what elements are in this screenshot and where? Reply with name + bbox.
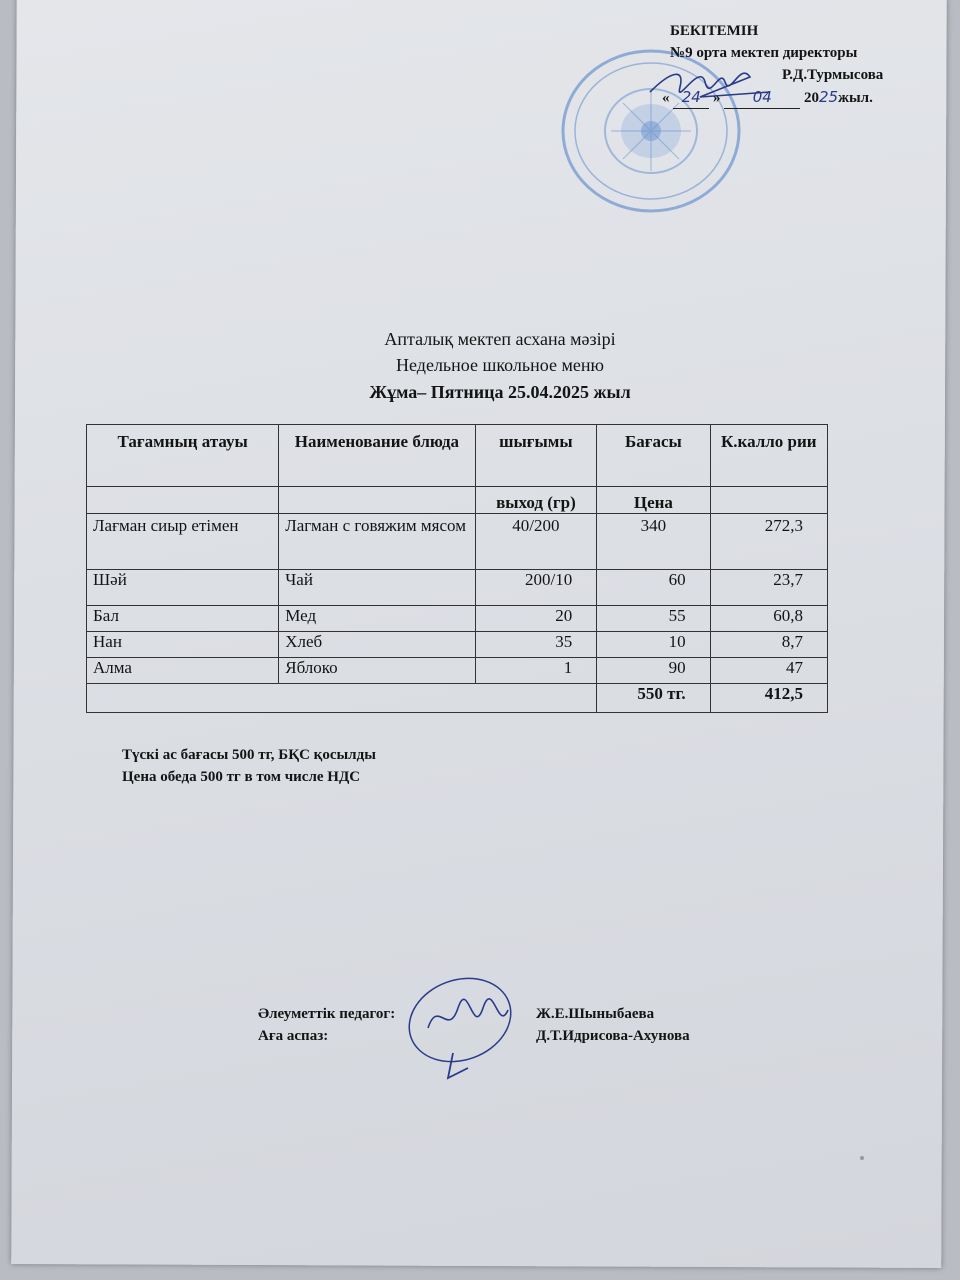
approval-position: №9 орта мектеп директоры [670, 45, 858, 61]
note-ru: Цена обеда 500 тг в том числе НДС [122, 769, 361, 785]
table-subheader-row [87, 487, 828, 514]
approval-month: 04 [724, 86, 800, 109]
footer-roles [258, 1003, 395, 1047]
header-name-ru: Наименование блюда [279, 425, 475, 487]
subheader-price: Цена [597, 487, 710, 514]
approval-title: БЕКІТЕМІН [670, 23, 759, 39]
name-pedagogue: Ж.Е.Шыныбаева [536, 1006, 655, 1022]
header-yield: шығымы [475, 425, 597, 487]
header-name-kz: Тағамның атауы [87, 425, 279, 487]
table-header-row [87, 425, 828, 487]
menu-title-ru: Недельное школьное меню [396, 355, 604, 375]
approval-date: « 24 » 04 2025жыл. [662, 86, 883, 109]
paper-speck [860, 1156, 864, 1160]
role-chef: Аға аспаз: [258, 1028, 329, 1044]
total-calories: 412,5 [710, 684, 827, 713]
role-pedagogue: Әлеуметтік педагог: [258, 1006, 396, 1022]
table-total-row [87, 684, 828, 713]
table-row: Алма Яблоко 1 90 47 [87, 658, 828, 684]
pedagogue-signature [398, 968, 528, 1088]
menu-title-kz: Апталық мектеп асхана мәзірі [384, 329, 616, 349]
table-row: Лағман сиыр етімен Лагман с говяжим мясом 40/200 340 272,3 [87, 514, 828, 570]
table-row: Нан Хлеб 35 10 8,7 [87, 632, 828, 658]
name-chef: Д.Т.Идрисова-Ахунова [536, 1028, 690, 1044]
footer-names [536, 1003, 690, 1047]
price-notes [122, 744, 376, 788]
total-price: 550 тг. [597, 684, 710, 713]
menu-table [86, 424, 828, 713]
approval-day: 24 [673, 86, 709, 109]
table-row: Бал Мед 20 55 60,8 [87, 606, 828, 632]
menu-date: Жұма– Пятница 25.04.2025 жыл [369, 382, 631, 402]
header-price: Бағасы [597, 425, 710, 487]
table-row: Шәй Чай 200/10 60 23,7 [87, 570, 828, 606]
note-kz: Түскі ас бағасы 500 тг, БҚС қосылды [122, 747, 376, 763]
approval-name: Р.Д.Турмысова [782, 67, 884, 83]
approval-block [662, 20, 884, 109]
approval-year: 25 [819, 88, 839, 106]
subheader-yield: выход (гр) [475, 487, 597, 514]
header-calories: К.калло рии [710, 425, 827, 487]
